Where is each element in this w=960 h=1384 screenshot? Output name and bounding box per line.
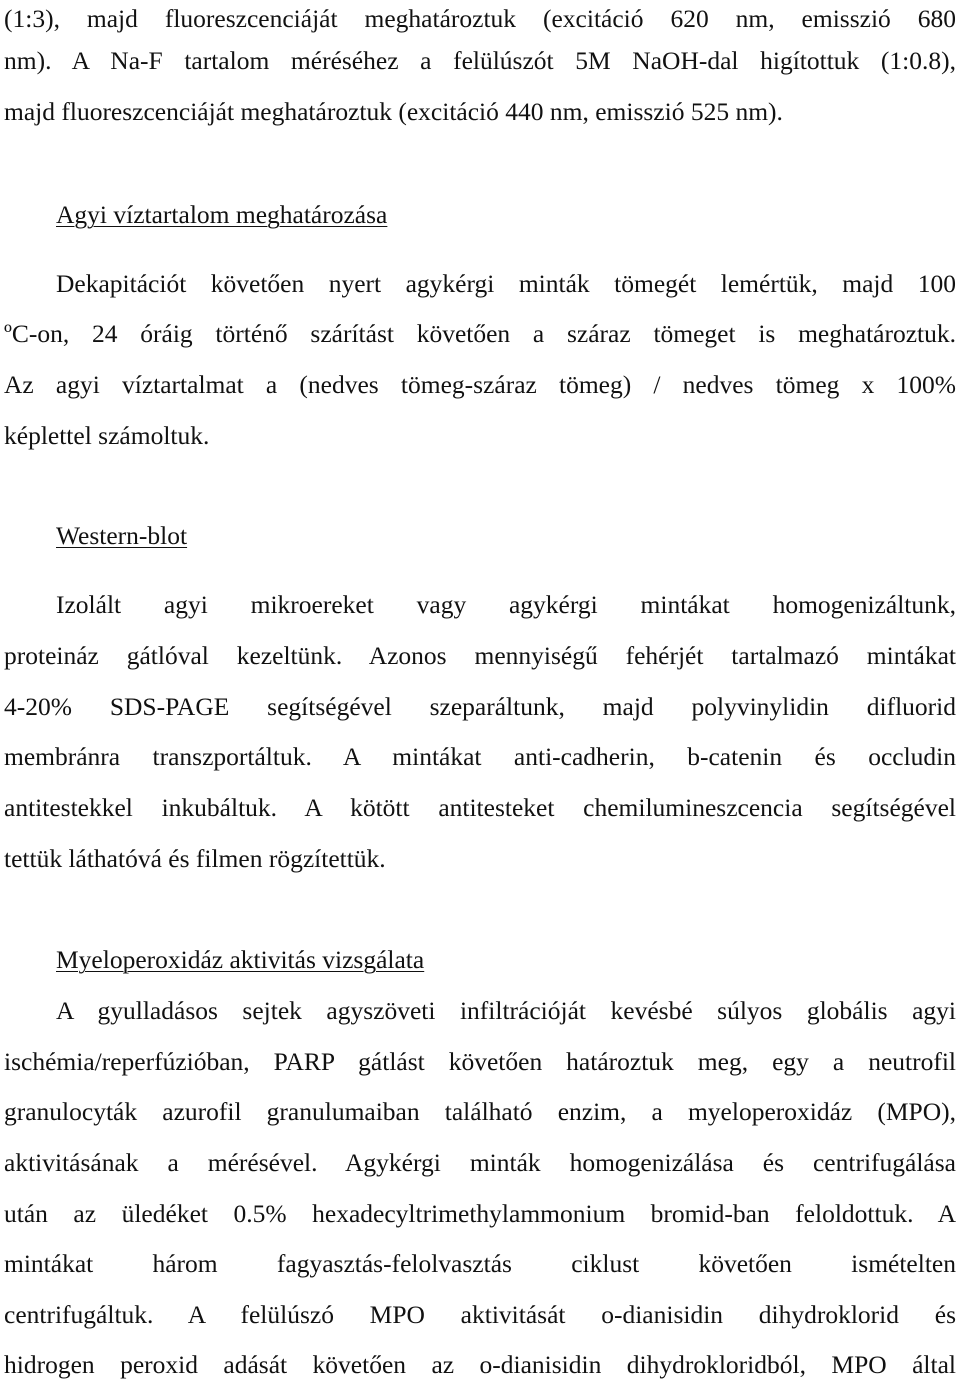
text-line: 4-20% SDS-PAGE segítségével szeparáltunk, majd polyvinylidin difluorid (4, 692, 956, 721)
section-heading-western-blot (56, 521, 956, 551)
text-line: hidrogen peroxid adását követően az o-dianisidin dihydrokloridból, MPO által (4, 1350, 956, 1379)
text-line: nm). A Na-F tartalom méréséhez a felülúszót 5M NaOH-dal higítottuk (1:0.8), (4, 46, 956, 75)
text-line: ischémia/reperfúzióban, PARP gátlást követően határoztuk meg, egy a neutrofil (4, 1047, 956, 1076)
text-line: centrifugáltuk. A felülúszó MPO aktivitását o-dianisidin dihydroklorid és (4, 1300, 956, 1329)
text-line: majd fluoreszcenciáját meghatároztuk (excitáció 440 nm, emisszió 525 nm). (4, 97, 783, 126)
text-line: ºC-on, 24 óráig történő szárítást követően a száraz tömeget is meghatároztuk. (4, 319, 956, 348)
text-line: aktivitásának a mérésével. Agykérgi minták homogenizálása és centrifugálása (4, 1148, 956, 1177)
text-line: proteináz gátlóval kezeltünk. Azonos mennyiségű fehérjét tartalmazó mintákat (4, 641, 956, 670)
text-line: Izolált agyi mikroereket vagy agykérgi mintákat homogenizáltunk, (56, 590, 956, 619)
text-line: után az üledéket 0.5% hexadecyltrimethylammonium bromid-ban feloldottuk. A (4, 1199, 956, 1228)
text-line: mintákat három fagyasztás-felolvasztás ciklust követően ismételten (4, 1249, 956, 1278)
text-line: antitestekkel inkubáltuk. A kötött antitesteket chemilumineszcencia segítségével (4, 793, 956, 822)
text-line: membránra transzportáltuk. A mintákat anti-cadherin, b-catenin és occludin (4, 742, 956, 771)
text-line: Az agyi víztartalmat a (nedves tömeg-száraz tömeg) / nedves tömeg x 100% (4, 370, 956, 399)
text-line: képlettel számoltuk. (4, 421, 210, 450)
text-line: (1:3), majd fluoreszcenciáját meghatároztuk (excitáció 620 nm, emisszió 680 (4, 4, 956, 33)
heading-text: Western-blot (56, 521, 188, 550)
section-heading-water-content (56, 200, 956, 230)
section-heading-mpo-activity (56, 945, 956, 975)
heading-text: Myeloperoxidáz aktivitás vizsgálata (56, 945, 425, 974)
text-line: Dekapitációt követően nyert agykérgi minták tömegét lemértük, majd 100 (56, 269, 956, 298)
text-line: granulocyták azurofil granulumaiban található enzim, a myeloperoxidáz (MPO), (4, 1097, 956, 1126)
text-line: A gyulladásos sejtek agyszöveti infiltrációját kevésbé súlyos globális agyi (56, 996, 956, 1025)
text-line: tettük láthatóvá és filmen rögzítettük. (4, 844, 386, 873)
heading-text: Agyi víztartalom meghatározása (56, 200, 388, 229)
